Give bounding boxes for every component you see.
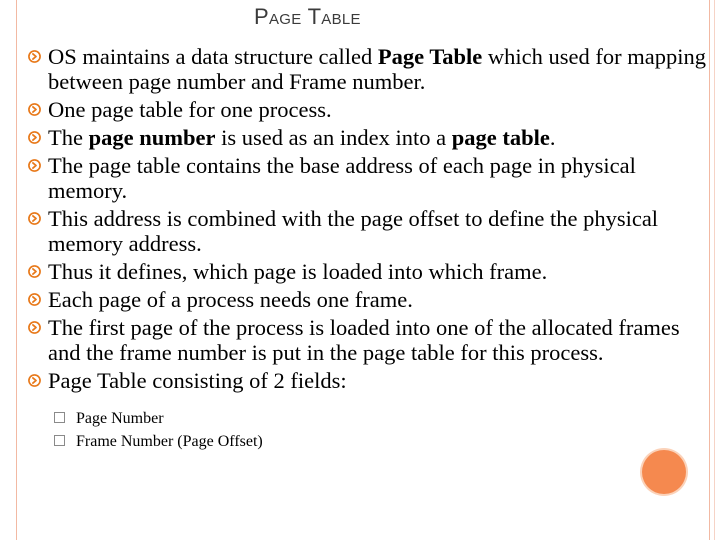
text-run: OS maintains a data structure called bbox=[48, 44, 378, 69]
sub-bullet-item bbox=[54, 407, 708, 430]
slide-content bbox=[28, 44, 708, 453]
bullet-text bbox=[48, 97, 708, 122]
slide-title: Page Table bbox=[254, 4, 361, 29]
slide-frame-right-line bbox=[709, 0, 710, 540]
bullet-circle-icon bbox=[28, 321, 41, 334]
text-run: which used for mapping between page number and Frame number. bbox=[48, 44, 707, 94]
bullet-circle-icon bbox=[28, 159, 41, 172]
bullet-text bbox=[48, 153, 708, 203]
sub-bullet-item bbox=[54, 430, 708, 453]
text-run: Each page of a process needs one frame. bbox=[48, 287, 413, 312]
bullet-circle-icon bbox=[28, 374, 41, 387]
bullet-text bbox=[48, 287, 708, 312]
bullet-text bbox=[48, 125, 708, 150]
bullet-item bbox=[28, 97, 708, 122]
bullet-circle-icon bbox=[28, 212, 41, 225]
bold-term: page number bbox=[88, 125, 216, 150]
square-bullet-icon bbox=[54, 435, 65, 446]
bullet-circle-icon bbox=[28, 265, 41, 278]
bullet-item bbox=[28, 206, 708, 256]
bullet-list bbox=[28, 44, 708, 393]
sub-bullet-text: Frame Number (Page Offset) bbox=[76, 433, 263, 450]
text-run: The first page of the process is loaded into one of the allocated frames and the frame number is put in the page table for this process. bbox=[48, 315, 680, 365]
bullet-item bbox=[28, 44, 708, 94]
slide-frame-left-line bbox=[16, 0, 17, 540]
bold-term: Page Table bbox=[377, 44, 483, 69]
bold-term: page table bbox=[451, 125, 550, 150]
bullet-item bbox=[28, 315, 708, 365]
text-run: This address is combined with the page offset to define the physical memory address. bbox=[48, 206, 659, 256]
bullet-circle-icon bbox=[28, 131, 41, 144]
bullet-text bbox=[48, 315, 708, 365]
bullet-circle-icon bbox=[28, 50, 41, 63]
bullet-item bbox=[28, 368, 708, 393]
bullet-text bbox=[48, 206, 708, 256]
bullet-item bbox=[28, 259, 708, 284]
sub-bullet-list bbox=[54, 407, 708, 453]
bullet-item bbox=[28, 153, 708, 203]
text-run: One page table for one process. bbox=[48, 97, 332, 122]
bullet-item bbox=[28, 287, 708, 312]
bullet-text bbox=[48, 259, 708, 284]
bullet-item bbox=[28, 125, 708, 150]
square-bullet-icon bbox=[54, 412, 65, 423]
text-run: The bbox=[48, 125, 89, 150]
bullet-circle-icon bbox=[28, 103, 41, 116]
text-run: Thus it defines, which page is loaded into which frame. bbox=[48, 259, 548, 284]
text-run: Page Table consisting of 2 fields: bbox=[48, 368, 347, 393]
text-run: . bbox=[549, 125, 556, 150]
decorative-orange-circle bbox=[642, 450, 686, 494]
text-run: is used as an index into a bbox=[215, 125, 452, 150]
sub-bullet-text: Page Number bbox=[76, 410, 164, 427]
bullet-circle-icon bbox=[28, 293, 41, 306]
text-run: The page table contains the base address of each page in physical memory. bbox=[48, 153, 636, 203]
bullet-text bbox=[48, 44, 708, 94]
slide-frame-right-line-outer bbox=[714, 0, 715, 540]
bullet-text bbox=[48, 368, 708, 393]
